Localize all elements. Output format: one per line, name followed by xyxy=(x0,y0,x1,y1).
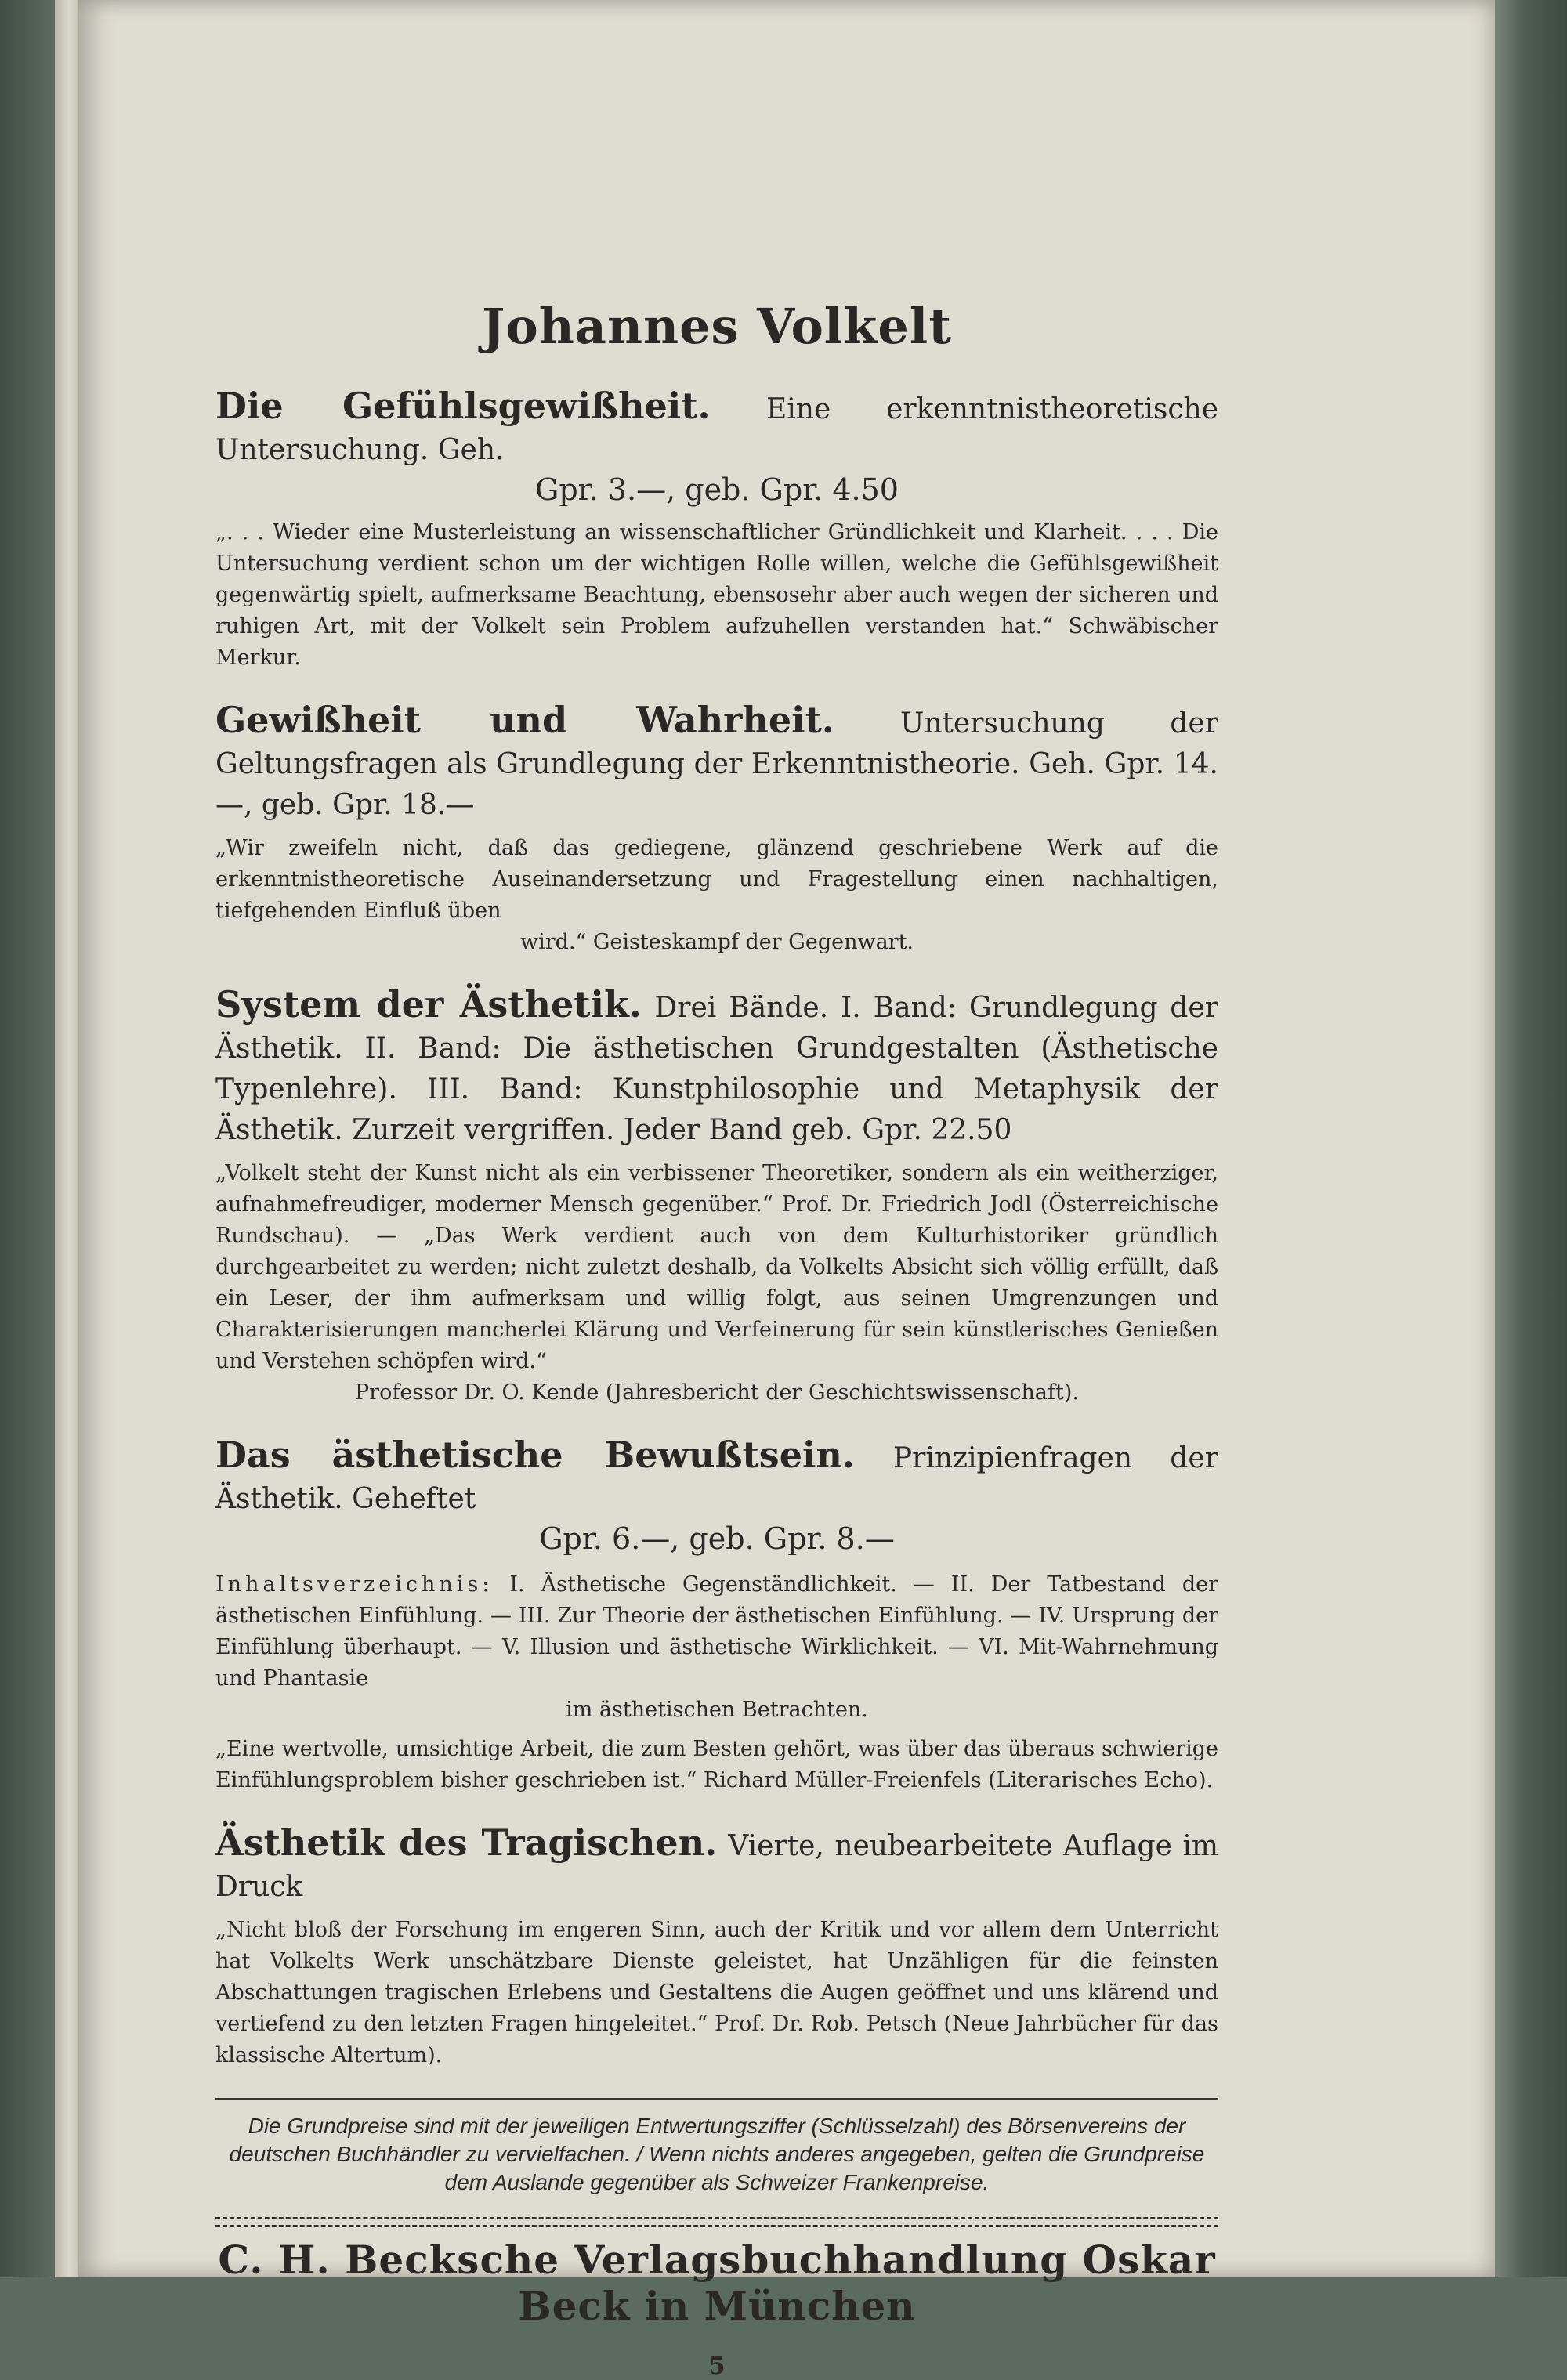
review-source: Professor Dr. O. Kende (Jahresbericht der Geschichtswissenschaft). xyxy=(355,1380,1079,1405)
page-content xyxy=(215,298,1218,2380)
entry-title: Das ästhetische Bewußtsein. xyxy=(215,1434,855,1476)
review-quote: „Nicht bloß der Forschung im engeren Sinn, auch der Kritik und vor allem dem Unterricht hat Volkelts Werk unschätzbare Dienste geleistet, hat Unzähligen für die feinsten Abschattungen tragischen Erlebens und Gestaltens die Augen geöffnet und uns klärend und vertiefend zu den letzten Fragen hingeleitet.“ Prof. Dr. Rob. Petsch (Neue Jahrbücher für das klassische Altertum). xyxy=(215,1918,1218,2067)
divider xyxy=(215,2098,1218,2100)
price-footnote: Die Grundpreise sind mit der jeweiligen Entwertungsziffer (Schlüsselzahl) des Börsenvereins der deutschen Buchhändler zu vervielfachen. / Wenn nichts anderes angegeben, gelten die Grundpreise dem Auslande gegenüber als Schweizer Frankenpreise. xyxy=(229,2114,1205,2194)
entry-title: Die Gefühlsgewißheit. xyxy=(215,385,711,427)
review-quote: „. . . Wieder eine Musterleistung an wissenschaftlicher Gründlichkeit und Klarheit. . . . Die Untersuchung verdient schon um der wichtigen Rolle willen, welche die Gefühlsgewißheit gegenwärtig spielt, aufmerksame Beachtung, ebensosehr aber auch wegen der sicheren und ruhigen Art, mit der Volkelt sein Problem aufzuhellen verstanden hat.“ Schwäbischer Merkur. xyxy=(215,520,1218,670)
toc-end: im ästhetischen Betrachten. xyxy=(566,1698,868,1722)
book-entry xyxy=(215,1435,1218,1796)
review-quote: „Volkelt steht der Kunst nicht als ein verbissener Theoretiker, sondern als ein weitherziger, aufnahmefreudiger, moderner Mensch gegenüber.“ Prof. Dr. Friedrich Jodl (Österreichische Rundschau). — „Das Werk verdient auch von dem Kulturhistoriker gründlich durchgearbeitet zu werden; nicht zuletzt deshalb, da Volkelts Absicht sich völlig erfüllt, daß ein Leser, der ihm aufmerksam und willig folgt, aus seinen Umgrenzungen und Charakterisierungen mancherlei Klärung und Verfeinerung für sein künstlerisches Genießen und Verstehen schöpfen wird.“ xyxy=(215,1161,1218,1373)
entry-price: Gpr. 6.—, geb. Gpr. 8.— xyxy=(539,1521,895,1556)
entry-heading xyxy=(215,700,1218,825)
page-number: 5 xyxy=(708,2353,726,2380)
entry-description: Drei Bände. I. Band: Grundlegung der Ästhetik. II. Band: Die ästhetischen Grundgestalten (Ästhetische Typenlehre). III. Band: Kunstphilosophie und Metaphysik der Ästhetik. Zurzeit vergriffen. Jeder Band geb. Gpr. 22.50 xyxy=(215,992,1218,1146)
book-entry xyxy=(215,386,1218,674)
double-divider xyxy=(215,2217,1218,2227)
entry-description: Prinzipienfragen der Ästhetik. Geheftet xyxy=(215,1442,1218,1515)
entry-description: Untersuchung der Geltungsfragen als Grundlegung der Erkenntnistheorie. Geh. Gpr. 14.—, geb. Gpr. 18.— xyxy=(215,707,1218,821)
entry-heading xyxy=(215,1435,1218,1519)
book-entry xyxy=(215,700,1218,958)
book-page xyxy=(78,0,1495,2380)
toc-label: Inhaltsverzeichnis: xyxy=(215,1572,494,1597)
book-entry xyxy=(215,1823,1218,2071)
review-quote: „Eine wertvolle, umsichtige Arbeit, die zum Besten gehört, was über das überaus schwierige Einfühlungsproblem bisher geschrieben ist.“ Richard Müller-Freienfels (Literarisches Echo). xyxy=(215,1737,1218,1792)
entry-heading xyxy=(215,1823,1218,1907)
book-cover-right xyxy=(1495,0,1567,2277)
entry-price: Gpr. 3.—, geb. Gpr. 4.50 xyxy=(535,472,899,507)
entry-heading xyxy=(215,386,1218,470)
review-quote: „Wir zweifeln nicht, daß das gediegene, glänzend geschriebene Werk auf die erkenntnistheoretische Auseinandersetzung und Fragestellung einen nachhaltigen, tiefgehenden Einfluß üben xyxy=(215,836,1218,923)
entry-description: Eine erkenntnistheoretische Untersuchung. Geh. xyxy=(215,393,1218,466)
entry-title: System der Ästhetik. xyxy=(215,983,642,1025)
publisher-line: C. H. Becksche Verlagsbuchhandlung Oskar Beck in München xyxy=(218,2237,1216,2329)
review-source: wird.“ Geisteskampf der Gegenwart. xyxy=(519,930,914,954)
book-entry xyxy=(215,985,1218,1409)
entry-heading xyxy=(215,985,1218,1150)
entry-description: Vierte, neubearbeitete Auflage im Druck xyxy=(215,1830,1218,1903)
author-heading: Johannes Volkelt xyxy=(482,298,952,355)
table-of-contents xyxy=(215,1569,1218,1695)
toc-text: I. Ästhetische Gegenständlichkeit. — II. Der Tatbestand der ästhetischen Einfühlung. — III. Zur Theorie der ästhetischen Einfühlung. — IV. Ursprung der Einfühlung überhaupt. — V. Illusion und ästhetische Wirklichkeit. — VI. Mit-Wahrnehmung und Phantasie xyxy=(215,1572,1218,1691)
page-gutter xyxy=(55,0,78,2277)
entry-title: Gewißheit und Wahrheit. xyxy=(215,699,834,741)
entry-title: Ästhetik des Tragischen. xyxy=(215,1821,718,1864)
